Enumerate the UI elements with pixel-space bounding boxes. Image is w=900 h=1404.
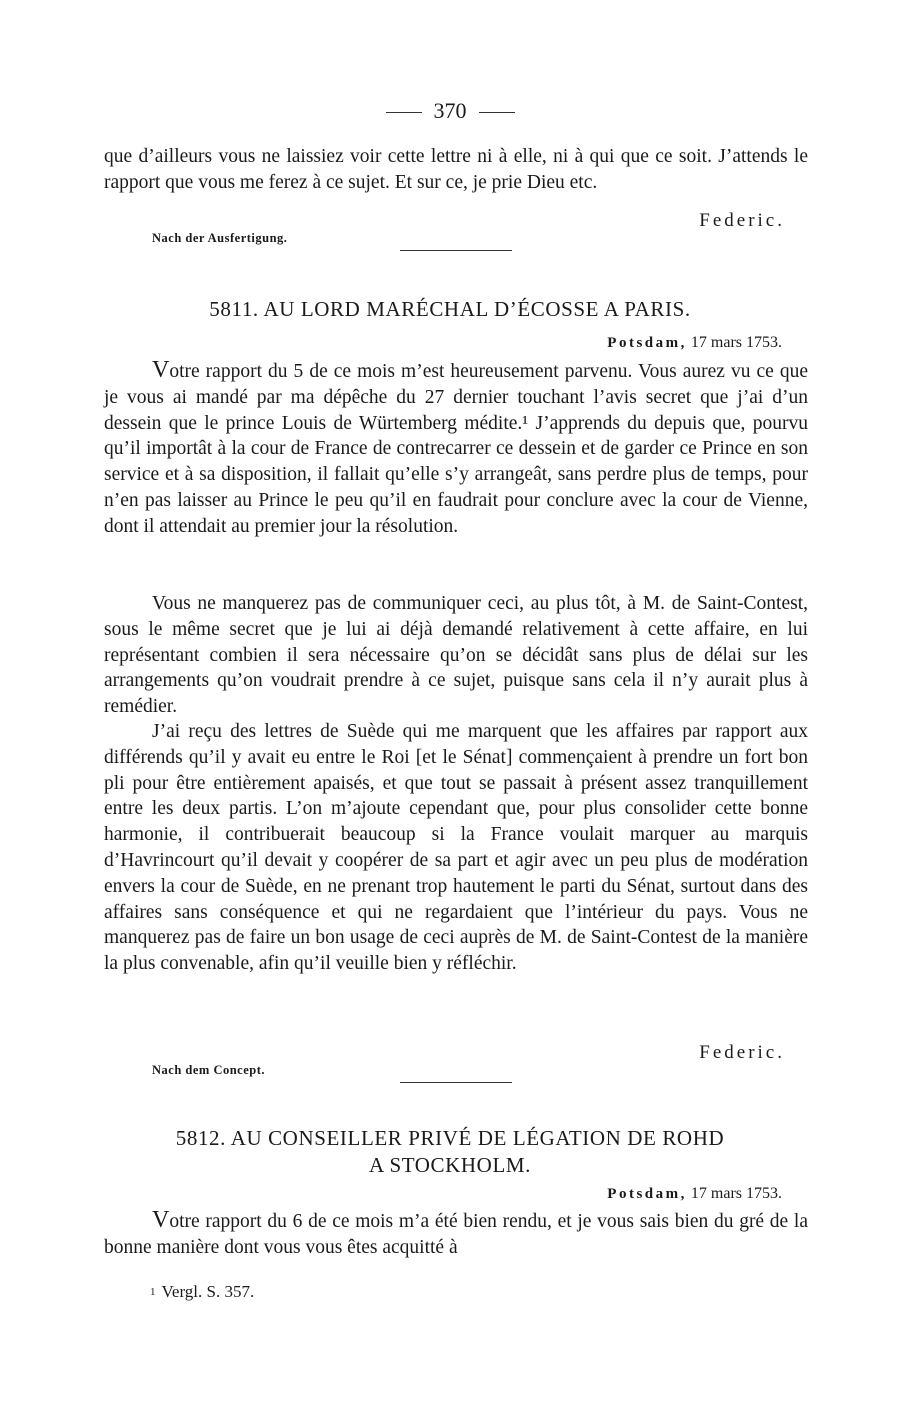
section-divider	[400, 1082, 512, 1083]
letter-5812-dateline	[607, 1185, 782, 1203]
letter-5812-place: Potsdam,	[607, 1186, 687, 1202]
prev-letter-ending: que d’ailleurs vous ne laissiez voir cette lettre ni à elle, ni à qui que ce soit. J’attends le rapport que vous me ferez à ce sujet. Et sur ce, je prie Dieu etc.	[104, 146, 808, 193]
page-number-dash-left	[386, 112, 422, 113]
page-number-dash-right	[479, 112, 515, 113]
letter-5811-paragraph-1-text: otre rapport du 5 de ce mois m’est heureusement parvenu. Vous aurez vu ce que je vous ai mandé par ma dépêche du 27 dernier touchant l’avis secret que j’ai d’un dessein que le prince Louis de Würtemberg médite.¹ J’apprends du depuis que, pourvu qu’il importât à la cour de France de contrecarrer ce dessein et de garder ce Prince en son service et à sa disposition, il fallait qu’elle s’y arrangeât, sans perdre plus de temps, pour n’en pas laisser au Prince le peu qu’il en faudrait pour conclure avec la cour de Vienne, dont il attendait au premier jour la résolution.	[104, 361, 808, 537]
footnote	[150, 1282, 254, 1302]
section-divider	[400, 250, 512, 251]
letter-5811-place: Potsdam,	[607, 335, 687, 351]
letter-5811-heading: 5811. AU LORD MARÉCHAL D’ÉCOSSE A PARIS.	[209, 297, 691, 321]
letter-5811-paragraph-1	[104, 358, 808, 540]
prev-letter-source: Nach der Ausfertigung.	[152, 231, 288, 245]
letter-5811-paragraph-3: J’ai reçu des lettres de Suède qui me marquent que les affaires par rapport aux différends qu’il y avait eu entre le Roi [et le Sénat] commençaient à prendre un fort bon pli pour être entièrement apaisés, et que tout se passait à présent assez tranquillement entre les deux partis. L’on m’ajoute cependant que, pour plus consolider cette bonne harmonie, il contribuerait beaucoup si la France voulait marquer au marquis d’Havrincourt qu’il devait y coopérer de sa part et agir avec un peu plus de modération envers la cour de Suède, en ne prenant trop hautement le parti du Sénat, surtout dans des affaires sans conséquence et qui ne regardaient que l’intérieur du pays. Vous ne manquerez pas de faire un bon usage de ceci auprès de M. de Saint-Contest de la manière la plus convenable, afin qu’il veuille bien y réfléchir.	[104, 721, 808, 975]
letter-5812-heading-line2: A STOCKHOLM.	[368, 1153, 531, 1177]
prev-letter-signature: Federic.	[699, 210, 785, 231]
page-number-text: 370	[433, 98, 467, 123]
letter-5812-initial: V	[152, 1207, 170, 1233]
letter-5812-heading-line1: 5812. AU CONSEILLER PRIVÉ DE LÉGATION DE ROHD	[175, 1126, 725, 1150]
letter-5811-paragraph-2: Vous ne manquerez pas de communiquer ceci, au plus tôt, à M. de Saint-Contest, sous le même secret que je lui ai déjà demandé relativement à cette affaire, en lui représentant combien il sera nécessaire qu’on se décidât sans plus de délai sur les arrangements qu’on voudrait prendre à ce sujet, puisque sans cela il n’y aurait plus à remédier.	[104, 593, 808, 718]
letter-5811-date: 17 mars 1753.	[690, 334, 782, 351]
letter-5812-paragraph-1	[104, 1208, 808, 1261]
letter-5811-dateline	[607, 334, 782, 352]
footnote-text: Vergl. S. 357.	[161, 1282, 255, 1301]
letter-5811-source: Nach dem Concept.	[152, 1063, 266, 1077]
letter-5811-initial: V	[152, 357, 170, 383]
letter-5811-signature: Federic.	[699, 1042, 785, 1063]
page-number	[0, 98, 900, 124]
letter-5812-paragraph-1-text: otre rapport du 6 de ce mois m’a été bien rendu, et je vous sais bien du gré de la bonne manière dont vous vous êtes acquitté à	[104, 1211, 808, 1258]
footnote-marker: 1	[150, 1286, 156, 1298]
letter-5812-date: 17 mars 1753.	[690, 1185, 782, 1202]
